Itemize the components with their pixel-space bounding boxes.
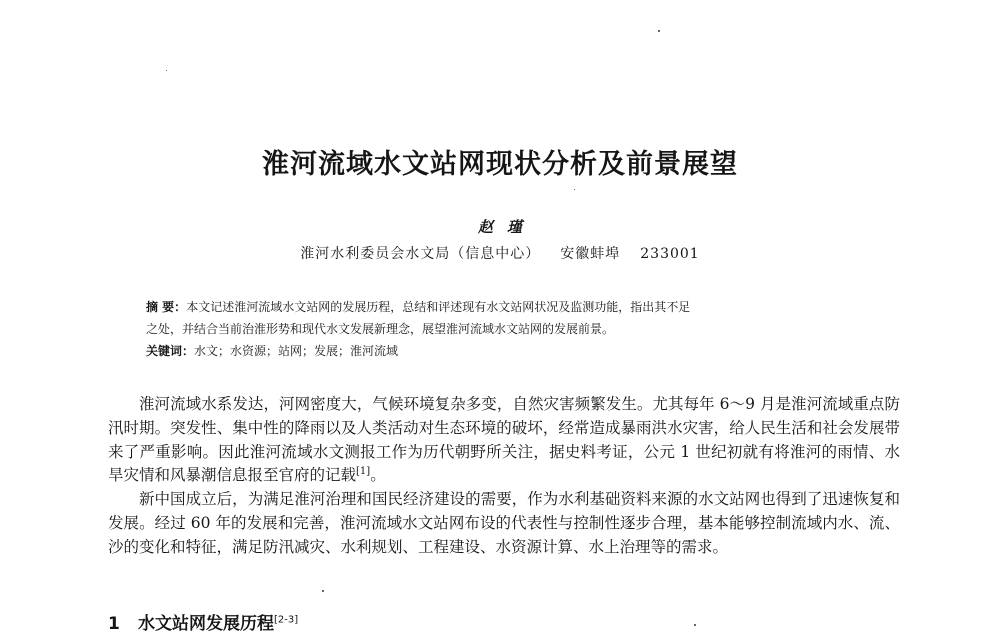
section-1-number: 1	[108, 614, 120, 632]
scan-speck	[658, 30, 660, 32]
abstract-label: 摘 要：	[146, 300, 187, 314]
abstract-line-2	[146, 318, 876, 340]
scan-speck	[574, 189, 575, 190]
paragraph-1-text: 淮河流域水系发达，河网密度大，气候环境复杂多变，自然灾害频繁发生。尤其每年 6～9 月是淮河流域重点防汛时期。突发性、集中性的降雨以及人类活动对生态环境的破坏，经常造成暴雨洪水灾害，给人民生活和社会发展带来了严重影响。因此淮河流域水文测报工作为历代朝野所关注，据史料考证，公元 1 世纪初就有将淮河的雨情、水旱灾情和风暴潮信息报至官府的记载	[108, 395, 900, 485]
paragraph-2	[108, 488, 900, 559]
scan-speck	[322, 590, 324, 592]
affiliation-postcode: 233001	[640, 246, 700, 262]
abstract-line-1	[146, 296, 876, 318]
paragraph-1-end: 。	[370, 466, 386, 485]
keywords-text: 水文；水资源；站网；发展；淮河流域	[194, 344, 399, 358]
paragraph-1	[108, 393, 900, 488]
body-text	[108, 393, 900, 560]
keywords-label: 关键词：	[146, 344, 195, 358]
affiliation-org: 淮河水利委员会水文局（信息中心）	[300, 246, 541, 262]
author-name: 赵瑾	[477, 218, 536, 236]
affiliation-location: 安徽蚌埠	[560, 246, 621, 262]
paper-title: 淮河流域水文站网现状分析及前景展望	[262, 149, 738, 180]
abstract-text-2: 之处，并结合当前治淮形势和现代水文发展新理念，展望淮河流域水文站网的发展前景。	[146, 322, 615, 336]
citation-ref-2[interactable]: [2-3]	[274, 614, 299, 626]
section-1-title: 水文站网发展历程	[138, 614, 274, 632]
keywords-line	[146, 340, 876, 362]
abstract-block	[146, 296, 876, 362]
abstract-text-1: 本文记述淮河流域水文站网的发展历程，总结和评述现有水文站网状况及监测功能，指出其不足	[186, 300, 691, 314]
paragraph-2-text: 新中国成立后，为满足淮河治理和国民经济建设的需要，作为水利基础资料来源的水文站网也得到了迅速恢复和发展。经过 60 年的发展和完善，淮河流域水文站网布设的代表性与控制性逐步合理，基本能够控制流域内水、流、沙的变化和特征，满足防汛减灾、水利规划、工程建设、水资源计算、水上治理等的需求。	[108, 490, 900, 556]
scan-speck	[166, 70, 167, 71]
section-1-heading	[108, 612, 298, 632]
affiliation	[0, 244, 1000, 264]
scan-speck	[694, 624, 696, 626]
citation-ref-1[interactable]: [1]	[356, 466, 371, 478]
